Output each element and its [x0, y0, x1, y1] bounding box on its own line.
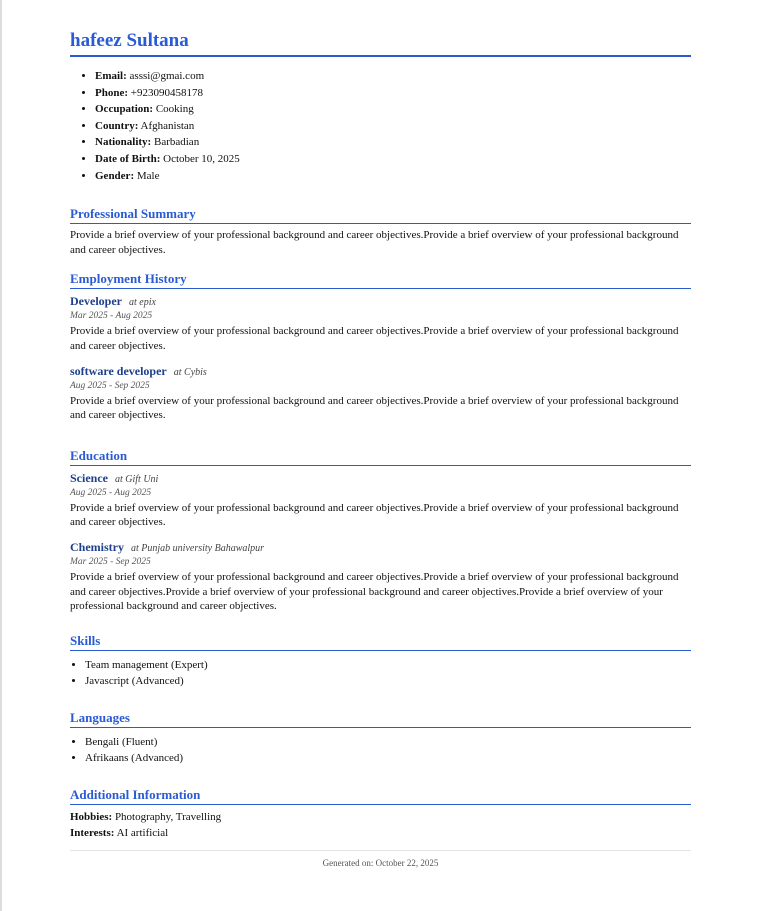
- entry-title: [70, 294, 691, 310]
- language-item: • Afrikaans (Advanced): [85, 750, 691, 767]
- section-title: Professional Summary: [70, 206, 691, 224]
- page-left-border: [0, 0, 2, 911]
- skills-list: [70, 657, 691, 690]
- hobbies-value: Photography, Travelling: [114, 810, 222, 823]
- employment-entry: [70, 294, 691, 353]
- institution: at Gift Uni: [115, 473, 159, 485]
- contact-label: Country:: [95, 119, 139, 132]
- additional-section: [70, 787, 691, 841]
- job-company: at epix: [128, 297, 156, 309]
- skills-section: [70, 633, 691, 690]
- entry-description: Provide a brief overview of your professional background and career objectives.Provide a brief overview of your professional background and career objectives.Provide a brief overview of your professional background and career objectives.Provide a brief overview of your professional background and career objectives.: [70, 570, 679, 613]
- candidate-name: hafeez Sultana: [70, 30, 691, 57]
- entry-description: Provide a brief overview of your professional background and career objectives.Provide a brief overview of your professional background and career objectives.: [70, 394, 679, 422]
- contact-value: October 10, 2025: [163, 152, 240, 165]
- contact-gender: [95, 168, 691, 185]
- entry-dates: Mar 2025 - Aug 2025: [70, 311, 153, 322]
- interests-value: AI artificial: [116, 826, 169, 839]
- interests-label: Interests:: [70, 826, 115, 839]
- entry-description: Provide a brief overview of your professional background and career objectives.Provide a brief overview of your professional background and career objectives.: [70, 325, 679, 352]
- job-company: at Cybis: [173, 366, 207, 378]
- contact-value: Barbadian: [153, 136, 200, 149]
- section-title: Employment History: [70, 271, 691, 289]
- contact-email: [95, 68, 691, 85]
- hobbies-label: Hobbies:: [70, 810, 113, 823]
- contact-value: asssi@gmai.com: [129, 70, 205, 82]
- hobbies-row: [70, 809, 691, 825]
- institution: at Punjab university Bahawalpur: [131, 542, 265, 554]
- contact-nationality: [95, 134, 691, 151]
- contact-occupation: [95, 101, 691, 118]
- section-title: Education: [70, 448, 691, 466]
- education-entry: [70, 540, 691, 614]
- contact-value: Afghanistan: [140, 119, 195, 132]
- contact-value: +923090458178: [130, 86, 203, 99]
- summary-section: [70, 206, 691, 257]
- languages-section: [70, 710, 691, 767]
- degree-name: Science: [70, 470, 108, 485]
- contact-dob: [95, 151, 691, 168]
- resume-page: [70, 30, 691, 841]
- entry-description: Provide a brief overview of your professional background and career objectives.Provide a brief overview of your professional background and career objectives.: [70, 501, 679, 529]
- contact-label: Occupation:: [95, 103, 154, 116]
- contact-value: Cooking: [155, 103, 194, 116]
- contact-value: Male: [136, 169, 160, 182]
- entry-title: [70, 364, 691, 380]
- job-role: Developer: [70, 294, 122, 309]
- contact-label: Phone:: [95, 86, 128, 99]
- job-role: software developer: [70, 363, 167, 378]
- section-title: Additional Information: [70, 787, 691, 805]
- contact-country: [95, 118, 691, 135]
- contact-label: Date of Birth:: [95, 152, 161, 165]
- contact-list: [70, 68, 691, 184]
- contact-label: Nationality:: [95, 136, 152, 149]
- employment-section: [70, 271, 691, 422]
- summary-text: Provide a brief overview of your professional background and career objectives.Provide a brief overview of your professional background and career objectives.: [70, 229, 679, 256]
- interests-row: [70, 825, 691, 841]
- generated-footer: Generated on: October 22, 2025: [70, 850, 691, 869]
- section-title: Skills: [70, 633, 691, 651]
- skill-item: • Javascript (Advanced): [85, 673, 691, 690]
- employment-entry: [70, 364, 691, 423]
- entry-dates: Aug 2025 - Aug 2025: [70, 487, 152, 498]
- entry-title: [70, 471, 691, 487]
- languages-list: [70, 734, 691, 767]
- education-section: [70, 448, 691, 614]
- entry-title: [70, 540, 691, 556]
- contact-label: Gender:: [95, 169, 135, 182]
- degree-name: Chemistry: [70, 539, 124, 554]
- section-title: Languages: [70, 710, 691, 728]
- contact-phone: [95, 85, 691, 102]
- entry-dates: Mar 2025 - Sep 2025: [70, 556, 151, 567]
- entry-dates: Aug 2025 - Sep 2025: [70, 380, 150, 391]
- contact-label: Email:: [95, 70, 127, 82]
- education-entry: [70, 471, 691, 530]
- skill-item: • Team management (Expert): [85, 657, 691, 674]
- language-item: • Bengali (Fluent): [85, 734, 691, 751]
